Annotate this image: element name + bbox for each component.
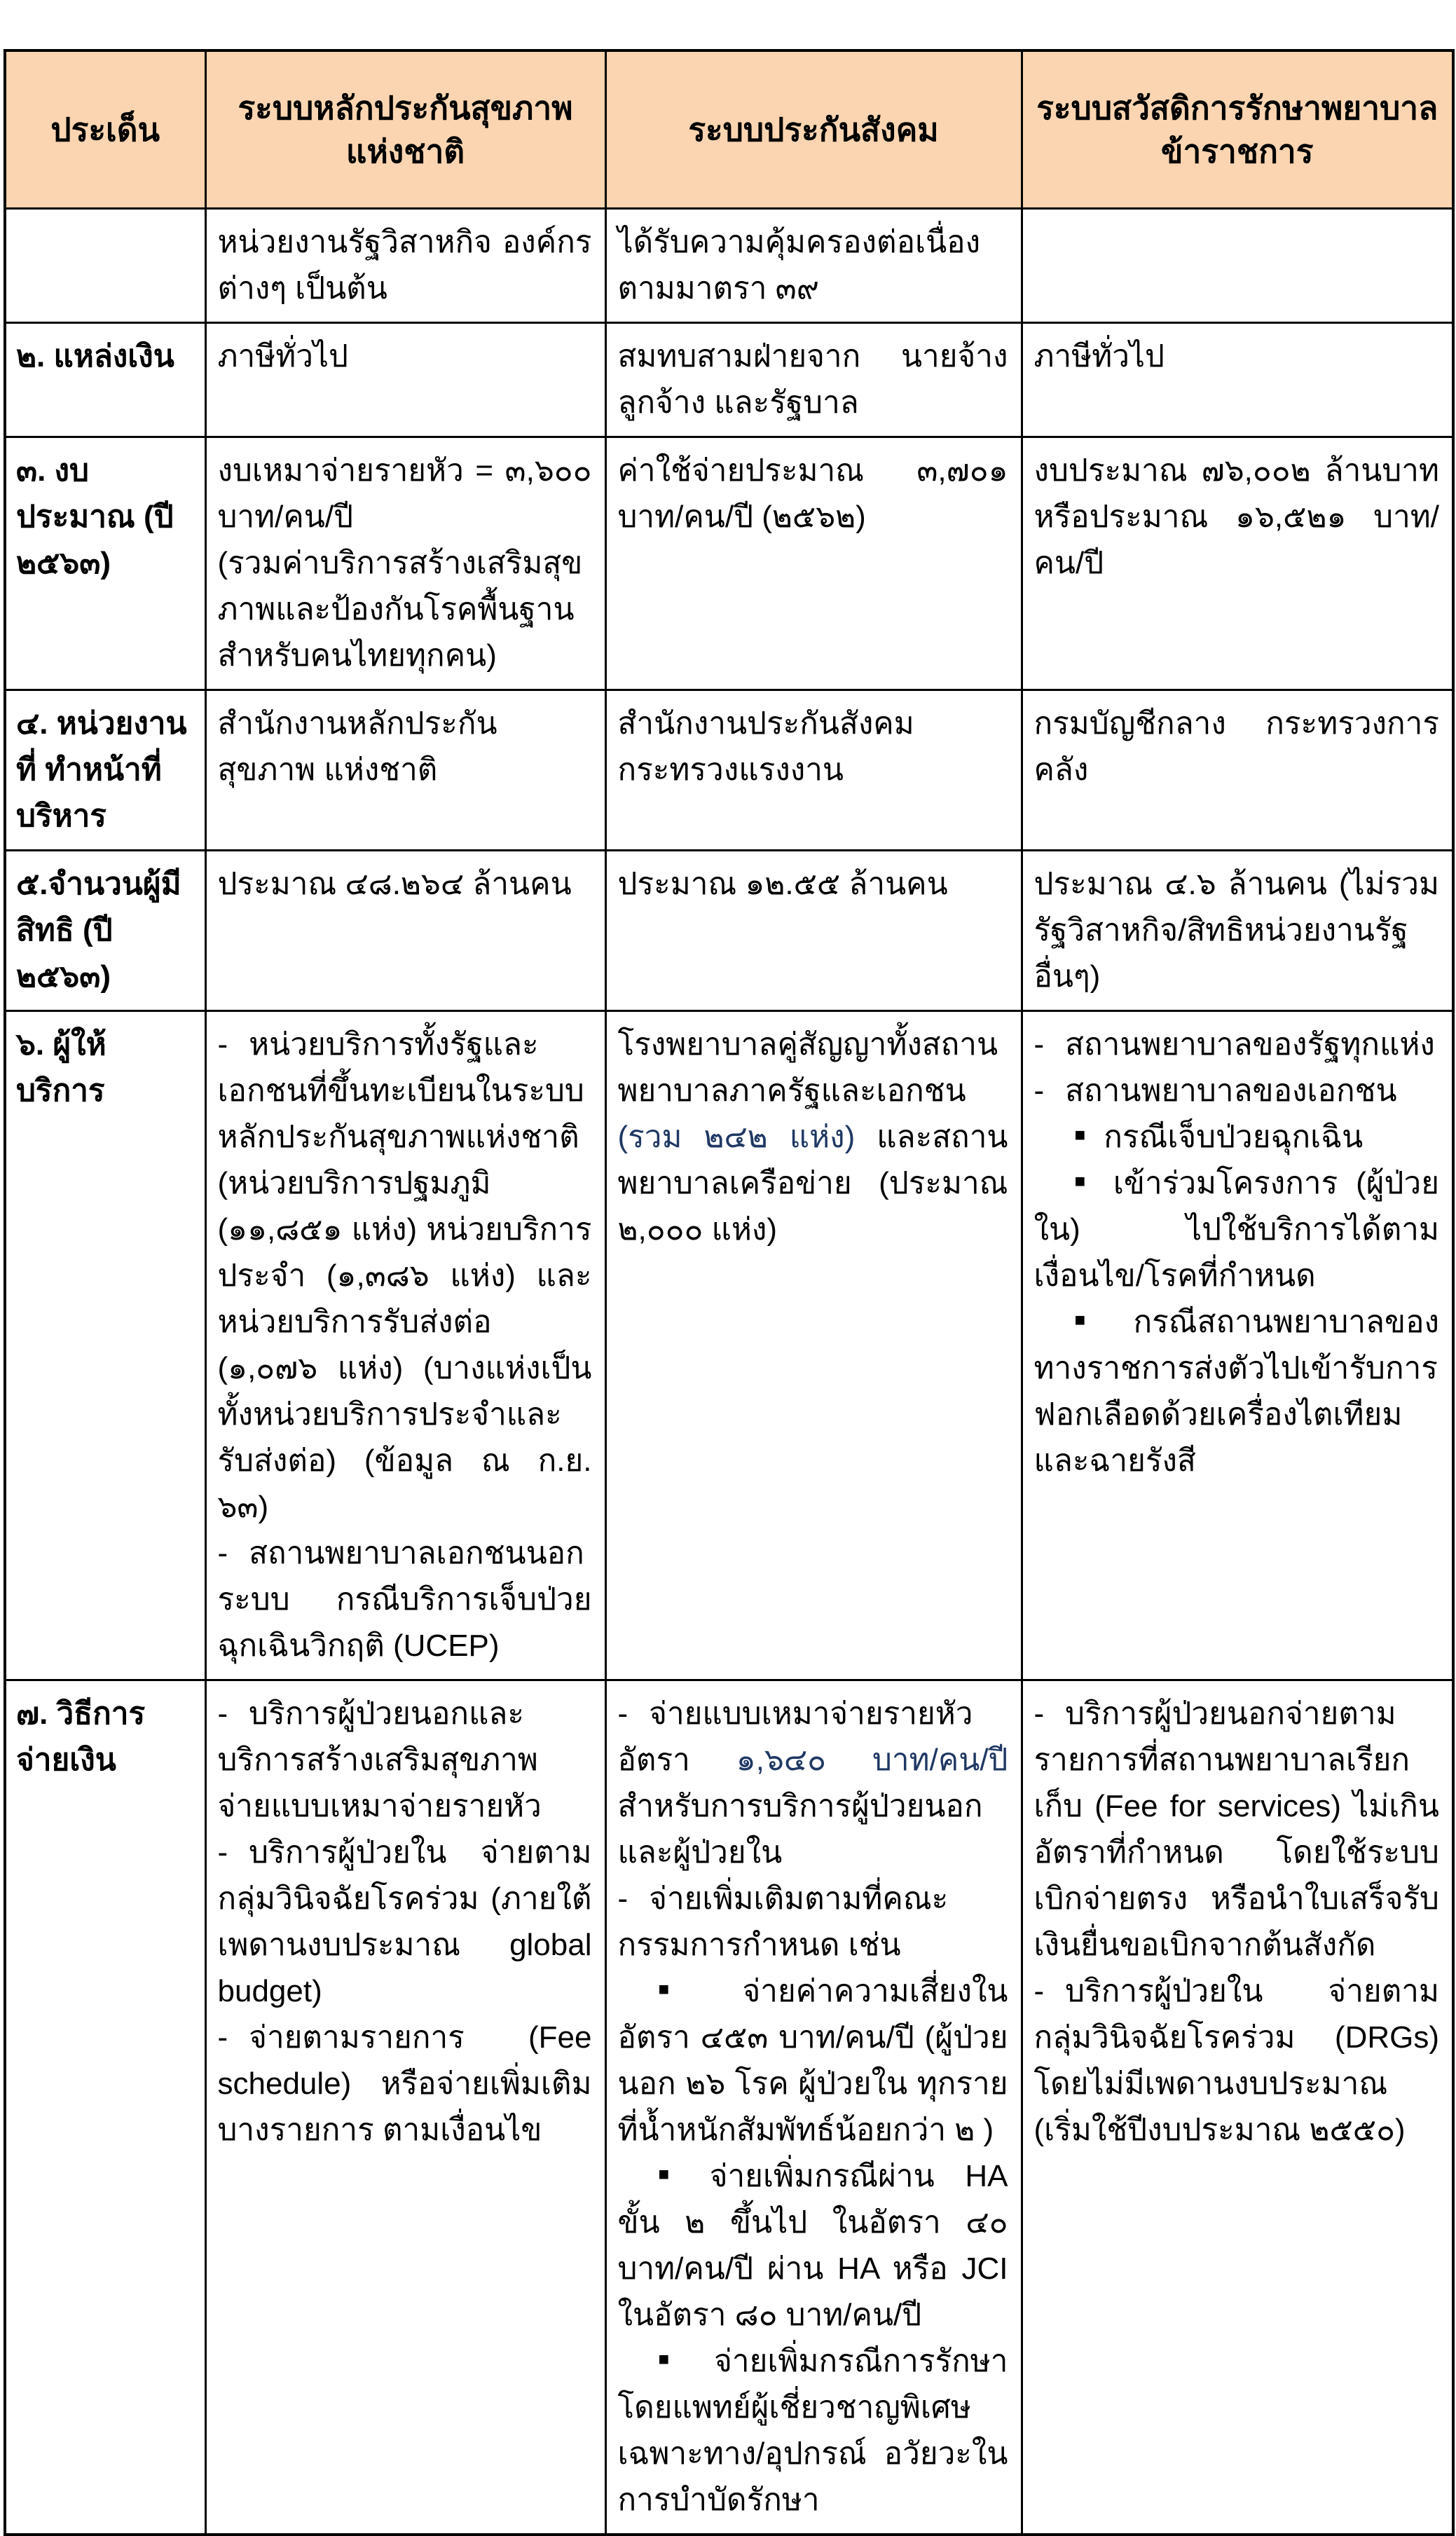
dash-item — [1034, 1691, 1440, 1968]
dash-icon: - — [1033, 1696, 1045, 1731]
text-segment: บริการผู้ป่วยใน จ่ายตามกลุ่มวินิจฉัยโรคร่วม (DRGs) โดยไม่มีเพดานงบประมาณ (เริ่มใช้ปีงบประมาณ ๒๕๕๐) — [1033, 1973, 1439, 2147]
text-segment: จ่ายตามรายการ (Fee schedule) หรือจ่ายเพิ่มเติมบางรายการ ตามเงื่อนไข — [217, 2020, 592, 2147]
text-segment: ภาษีทั่วไป — [217, 338, 348, 373]
topic-cell — [5, 208, 205, 322]
text-segment: และสถานพยาบาลเครือข่าย (ประมาณ ๒,๐๐๐ แห่ง) — [617, 1119, 1008, 1247]
data-cell — [205, 690, 605, 850]
text-segment: หน่วยงานรัฐวิสาหกิจ องค์กรต่างๆ เป็นต้น — [217, 224, 592, 306]
square-bullet-icon: ■ — [1074, 1123, 1086, 1145]
dash-icon: - — [1033, 1027, 1045, 1062]
text-segment: สถานพยาบาลเอกชนนอกระบบ กรณีบริการเจ็บป่วยฉุกเฉินวิกฤติ (UCEP) — [217, 1535, 592, 1663]
text-segment: สถานพยาบาลของรัฐทุกแห่ง — [1065, 1027, 1435, 1062]
paragraph — [1034, 448, 1440, 587]
topic-cell: ๕.จำนวนผู้มีสิทธิ (ปี ๒๕๖๓) — [5, 850, 205, 1010]
data-cell — [605, 322, 1022, 437]
dash-item — [1034, 1022, 1440, 1068]
dash-icon: - — [1033, 1973, 1045, 2008]
data-cell — [205, 1680, 605, 2535]
bullet-item — [618, 2338, 1008, 2523]
text-segment: งบประมาณ ๗๖,๐๐๒ ล้านบาท หรือประมาณ ๑๖,๕๒๑ บาท/คน/ปี — [1033, 453, 1439, 580]
bullet-item — [618, 1968, 1008, 2153]
data-cell — [605, 208, 1022, 322]
bullet-item — [1034, 1114, 1440, 1160]
data-cell — [205, 437, 605, 690]
paragraph — [218, 540, 592, 679]
text-segment: หน่วยบริการทั้งรัฐและเอกชนที่ขึ้นทะเบียนในระบบหลักประกันสุขภาพแห่งชาติ (หน่วยบริการปฐมภูมิ (๑๑,๘๕๑ แห่ง) หน่วยบริการประจำ (๑,๓๘๖ แห่ง) และหน่วยบริการรับส่งต่อ (๑,๐๗๖ แห่ง) (บางแห่งเป็นทั้งหน่วยบริการประจำและรับส่งต่อ) (ข้อมูล ณ ก.ย. ๖๓) — [217, 1027, 592, 1524]
text-segment: บริการผู้ป่วยนอกจ่ายตามรายการที่สถานพยาบาลเรียกเก็บ (Fee for services) ไม่เกินอัตราที่กำหนด โดยใช้ระบบเบิกจ่ายตรง หรือนำใบเสร็จรับเงินยื่นขอเบิกจากต้นสังกัด — [1033, 1696, 1439, 1962]
dash-item — [1034, 1068, 1440, 1114]
data-cell — [205, 322, 605, 437]
text-segment: บริการผู้ป่วยนอกและบริการสร้างเสริมสุขภาพ จ่ายแบบเหมาจ่ายรายหัว — [217, 1696, 542, 1823]
dash-icon: - — [217, 1027, 228, 1062]
paragraph — [218, 448, 592, 540]
bullet-item — [1034, 1160, 1440, 1299]
column-header-1: ระบบหลักประกันสุขภาพ แห่งชาติ — [205, 50, 605, 208]
text-segment: ๑,๖๔๐ บาท/คน/ปี — [736, 1742, 1008, 1777]
text-segment: กรมบัญชีกลาง กระทรวงการคลัง — [1033, 706, 1439, 787]
table-row — [5, 208, 1453, 322]
column-header-3: ระบบสวัสดิการรักษาพยาบาล ข้าราชการ — [1022, 50, 1453, 208]
table-row — [5, 1010, 1453, 1680]
paragraph — [1034, 861, 1440, 1000]
dash-icon: - — [1033, 1073, 1045, 1108]
data-cell — [1022, 1010, 1453, 1680]
topic-cell: ๓. งบประมาณ (ปี ๒๕๖๓) — [5, 437, 205, 690]
square-bullet-icon: ■ — [1074, 1170, 1095, 1191]
paragraph — [218, 861, 592, 907]
text-segment: สมทบสามฝ่ายจาก นายจ้าง ลูกจ้าง และรัฐบาล — [617, 338, 1008, 420]
dash-item — [218, 2015, 592, 2153]
paragraph — [1034, 701, 1440, 793]
text-segment: ค่าใช้จ่ายประมาณ ๓,๗๐๑ บาท/คน/ปี (๒๕๖๒) — [617, 453, 1008, 534]
paragraph — [618, 334, 1008, 426]
paragraph — [618, 861, 1008, 907]
paragraph — [218, 334, 592, 380]
paragraph — [218, 701, 592, 793]
text-segment: จ่ายเพิ่มเติมตามที่คณะกรรมการกำหนด เช่น — [617, 1881, 949, 1962]
topic-cell: ๖. ผู้ให้บริการ — [5, 1010, 205, 1680]
dash-icon: - — [217, 2020, 228, 2055]
text-segment: บริการผู้ป่วยใน จ่ายตามกลุ่มวินิจฉัยโรคร่วม (ภายใต้เพดานงบประมาณ global budget) — [217, 1835, 592, 2008]
bullet-item — [618, 2153, 1008, 2338]
topic-cell: ๗. วิธีการ จ่ายเงิน — [5, 1680, 205, 2535]
dash-item — [218, 1691, 592, 1830]
data-cell — [1022, 437, 1453, 690]
data-cell — [605, 1010, 1022, 1680]
paragraph — [618, 701, 1008, 793]
table-row — [5, 437, 1453, 690]
paragraph — [618, 1022, 1008, 1253]
data-cell — [1022, 322, 1453, 437]
data-cell — [1022, 850, 1453, 1010]
dash-icon: - — [217, 1696, 228, 1731]
text-segment: สถานพยาบาลของเอกชน — [1065, 1073, 1397, 1108]
table-row — [5, 1680, 1453, 2535]
dash-icon: - — [617, 1881, 629, 1916]
text-segment: สำหรับการบริการผู้ป่วยนอกและผู้ป่วยใน — [617, 1788, 983, 1870]
data-cell — [605, 437, 1022, 690]
text-segment: (รวมค่าบริการสร้างเสริมสุขภาพและป้องกันโรคพื้นฐานสำหรับคนไทยทุกคน) — [217, 545, 583, 673]
dash-icon: - — [617, 1696, 629, 1731]
square-bullet-icon: ■ — [658, 1978, 724, 1999]
text-segment: (รวม ๒๔๒ แห่ง) — [617, 1119, 856, 1154]
paragraph — [218, 219, 592, 312]
dash-item — [1034, 1968, 1440, 2153]
square-bullet-icon: ■ — [1074, 1308, 1115, 1330]
table-row — [5, 322, 1453, 437]
square-bullet-icon: ■ — [658, 2163, 692, 2184]
paragraph — [1034, 334, 1440, 380]
text-segment: งบเหมาจ่ายรายหัว = ๓,๖๐๐ บาท/คน/ปี — [217, 453, 592, 534]
dash-item — [218, 1830, 592, 2015]
text-segment: ภาษีทั่วไป — [1033, 338, 1165, 373]
text-segment: ประมาณ ๔.๖ ล้านคน (ไม่รวมรัฐวิสาหกิจ/สิทธิหน่วยงานรัฐอื่นๆ) — [1033, 866, 1439, 994]
data-cell — [605, 690, 1022, 850]
comparison-table — [4, 49, 1455, 2536]
dash-icon: - — [217, 1835, 228, 1870]
bullet-item — [1034, 1299, 1440, 1484]
paragraph — [618, 219, 1008, 312]
topic-cell: ๒. แหล่งเงิน — [5, 322, 205, 437]
dash-item — [218, 1530, 592, 1669]
text-segment: โรงพยาบาลคู่สัญญาทั้งสถานพยาบาลภาครัฐและเอกชน — [617, 1027, 998, 1108]
data-cell — [1022, 1680, 1453, 2535]
text-segment: กรณีสถานพยาบาลของทางราชการส่งตัวไปเข้ารับการฟอกเลือดด้วยเครื่องไตเทียม และฉายรังสี — [1033, 1304, 1439, 1478]
column-header-0: ประเด็น — [5, 50, 205, 208]
text-segment: กรณีเจ็บป่วยฉุกเฉิน — [1104, 1119, 1364, 1154]
dash-icon: - — [217, 1535, 228, 1570]
text-segment: ได้รับความคุ้มครองต่อเนื่อง ตามมาตรา ๓๙ — [617, 224, 981, 306]
text-segment: เข้าร่วมโครงการ (ผู้ป่วยใน) ไปใช้บริการได้ตามเงื่อนไข/โรคที่กำหนด — [1033, 1165, 1439, 1293]
paragraph — [618, 448, 1008, 540]
text-segment: สำนักงานหลักประกันสุขภาพ แห่งชาติ — [217, 706, 497, 787]
dash-item — [218, 1022, 592, 1530]
data-cell — [605, 850, 1022, 1010]
data-cell — [205, 850, 605, 1010]
table-row — [5, 850, 1453, 1010]
data-cell — [605, 1680, 1022, 2535]
text-segment: สำนักงานประกันสังคม กระทรวงแรงงาน — [617, 706, 914, 787]
text-segment: จ่ายแบบเหมาจ่ายรายหัวอัตรา — [617, 1696, 973, 1777]
table-row — [5, 690, 1453, 850]
data-cell — [205, 1010, 605, 1680]
text-segment: ประมาณ ๑๒.๕๕ ล้านคน — [617, 866, 948, 901]
data-cell — [1022, 208, 1453, 322]
square-bullet-icon: ■ — [658, 2347, 696, 2369]
data-cell — [205, 208, 605, 322]
dash-item — [618, 1691, 1008, 1876]
text-segment: ประมาณ ๔๘.๒๖๔ ล้านคน — [217, 866, 572, 901]
header-row — [5, 50, 1453, 208]
text-segment: จ่ายค่าความเสี่ยงในอัตรา ๔๕๓ บาท/คน/ปี (ผู้ป่วยนอก ๒๖ โรค ผู้ป่วยใน ทุกรายที่น้ำหนักสัมพัทธ์น้อยกว่า ๒ ) — [617, 1973, 1008, 2147]
data-cell — [1022, 690, 1453, 850]
topic-cell: ๔. หน่วยงานที่ ทำหน้าที่บริหาร — [5, 690, 205, 850]
column-header-2: ระบบประกันสังคม — [605, 50, 1022, 208]
text-segment: จ่ายเพิ่มกรณีการรักษาโดยแพทย์ผู้เชี่ยวชาญพิเศษเฉพาะทาง/อุปกรณ์ อวัยวะในการบำบัดรักษา — [617, 2343, 1008, 2517]
text-segment: จ่ายเพิ่มกรณีผ่าน HA ขั้น ๒ ขึ้นไป ในอัตรา ๔๐ บาท/คน/ปี ผ่าน HA หรือ JCI ในอัตรา ๘๐ บาท/คน/ปี — [617, 2158, 1008, 2332]
dash-item — [618, 1876, 1008, 1968]
